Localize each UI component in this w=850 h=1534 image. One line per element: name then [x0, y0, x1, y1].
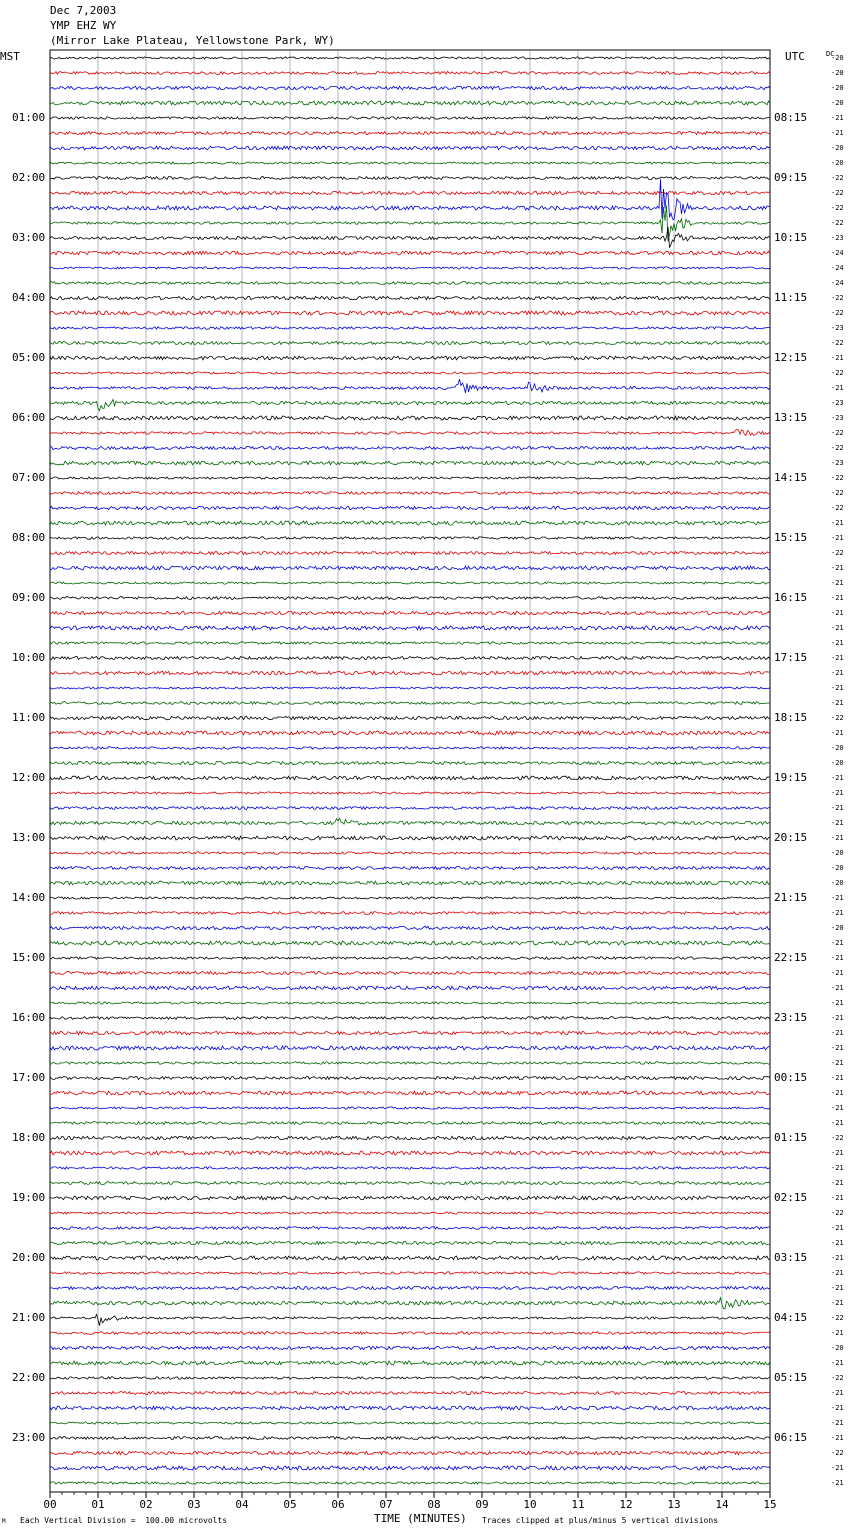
trace-line — [50, 957, 770, 959]
dc-offset-label: -22 — [831, 714, 844, 722]
dc-offset-label: -23 — [831, 414, 844, 422]
x-tick-label: 13 — [667, 1498, 681, 1511]
dc-offset-label: -21 — [831, 1194, 844, 1202]
dc-offset-label: -21 — [831, 684, 844, 692]
dc-offset-label: -21 — [831, 1359, 844, 1367]
dc-offset-label: -21 — [831, 1059, 844, 1067]
trace-line — [50, 912, 770, 915]
trace-line — [50, 731, 770, 735]
right-hour-label: 00:15 — [774, 1071, 808, 1084]
trace-line — [50, 897, 770, 899]
dc-offset-label: -20 — [831, 864, 844, 872]
left-hour-label: 04:00 — [12, 291, 46, 304]
dc-offset-label: -21 — [831, 114, 844, 122]
left-hour-label: 12:00 — [12, 771, 46, 784]
trace-line — [50, 400, 770, 411]
dc-offset-label: -21 — [831, 609, 844, 617]
dc-offset-label: -20 — [831, 69, 844, 77]
dc-offset-label: -21 — [831, 1254, 844, 1262]
trace-line — [50, 1167, 770, 1169]
left-hour-label: 14:00 — [12, 891, 46, 904]
dc-offset-label: -21 — [831, 1419, 844, 1427]
trace-line — [50, 191, 770, 194]
x-tick-label: 12 — [619, 1498, 633, 1511]
trace-line — [50, 1136, 770, 1139]
trace-line — [50, 179, 770, 220]
dc-offset-label: -21 — [831, 1149, 844, 1157]
right-hour-label: 15:15 — [774, 531, 808, 544]
trace-line — [50, 72, 770, 75]
right-hour-label: 02:15 — [774, 1191, 808, 1204]
trace-line — [50, 1196, 770, 1200]
trace-line — [50, 941, 770, 945]
trace-line — [50, 1422, 770, 1424]
dc-offset-label: -21 — [831, 999, 844, 1007]
dc-offset-label: -20 — [831, 759, 844, 767]
left-hour-label: 15:00 — [12, 951, 46, 964]
dc-offset-label: -21 — [831, 1179, 844, 1187]
dc-offset-label: -22 — [831, 504, 844, 512]
trace-line — [50, 1377, 770, 1379]
dc-offset-label: -22 — [831, 474, 844, 482]
dc-offset-label: -20 — [831, 849, 844, 857]
trace-line — [50, 807, 770, 810]
trace-line — [50, 1272, 770, 1274]
plot-frame — [50, 50, 770, 1492]
dc-offset-label: -21 — [831, 1329, 844, 1337]
trace-line — [50, 342, 770, 345]
trace-line — [50, 1241, 770, 1244]
trace-line — [50, 177, 770, 180]
dc-offset-label: -21 — [831, 1479, 844, 1487]
dc-offset-label: -20 — [831, 84, 844, 92]
trace-line — [50, 597, 770, 600]
trace-line — [50, 566, 770, 570]
scale-note: Each Vertical Division = 100.00 microvolts — [20, 1516, 228, 1525]
dc-offset-label: -20 — [831, 159, 844, 167]
dc-offset-label: -22 — [831, 1209, 844, 1217]
trace-line — [50, 1017, 770, 1020]
trace-line — [50, 117, 770, 119]
dc-offset-label: -20 — [831, 744, 844, 752]
trace-line — [50, 852, 770, 854]
dc-offset-label: -22 — [831, 174, 844, 182]
dc-offset-label: -20 — [831, 1344, 844, 1352]
trace-line — [50, 611, 770, 614]
right-hour-label: 03:15 — [774, 1251, 808, 1264]
trace-group — [50, 57, 770, 1484]
trace-line — [50, 626, 770, 630]
x-tick-label: 00 — [43, 1498, 57, 1511]
left-hour-label: 21:00 — [12, 1311, 46, 1324]
right-hour-label: 17:15 — [774, 651, 808, 664]
dc-offset-label: -21 — [831, 834, 844, 842]
dc-offset-label: -22 — [831, 549, 844, 557]
dc-offset-label: -21 — [831, 984, 844, 992]
dc-offset-label: -21 — [831, 1404, 844, 1412]
dc-offset-label: -22 — [831, 339, 844, 347]
trace-line — [50, 1314, 770, 1325]
dc-offset-label: -23 — [831, 324, 844, 332]
trace-line — [50, 379, 770, 393]
dc-offset-label: -22 — [831, 309, 844, 317]
dc-offset-label: -24 — [831, 264, 844, 272]
trace-line — [50, 461, 770, 465]
dc-offset-label: -21 — [831, 1239, 844, 1247]
dc-offset-label: -21 — [831, 1224, 844, 1232]
dc-offset-label: -21 — [831, 1389, 844, 1397]
trace-line — [50, 356, 770, 360]
dc-offset-label: -21 — [831, 384, 844, 392]
trace-line — [50, 311, 770, 315]
trace-line — [50, 1361, 770, 1365]
trace-line — [50, 146, 770, 150]
x-tick-label: 07 — [379, 1498, 393, 1511]
trace-line — [50, 716, 770, 719]
dc-offset-label: -21 — [831, 654, 844, 662]
dc-offset-label: -23 — [831, 399, 844, 407]
dc-offset-label: -21 — [831, 1089, 844, 1097]
left-hour-label: 02:00 — [12, 171, 46, 184]
trace-line — [50, 671, 770, 675]
dc-offset-label: -22 — [831, 1134, 844, 1142]
dc-offset-label: -21 — [831, 819, 844, 827]
trace-line — [50, 881, 770, 885]
trace-line — [50, 162, 770, 164]
right-hour-label: 16:15 — [774, 591, 808, 604]
left-hour-label: 01:00 — [12, 111, 46, 124]
right-hour-label: 08:15 — [774, 111, 808, 124]
dc-offset-label: -21 — [831, 1044, 844, 1052]
trace-line — [50, 101, 770, 105]
trace-line — [50, 429, 770, 435]
trace-line — [50, 1332, 770, 1335]
dc-offset-label: -22 — [831, 369, 844, 377]
trace-line — [50, 687, 770, 689]
dc-offset-label: -21 — [831, 564, 844, 572]
left-hour-label: 05:00 — [12, 351, 46, 364]
right-hour-label: 09:15 — [774, 171, 808, 184]
dc-offset-label: -21 — [831, 969, 844, 977]
right-hour-label: 06:15 — [774, 1431, 808, 1444]
right-hour-label: 23:15 — [774, 1011, 808, 1024]
dc-offset-label: -21 — [831, 129, 844, 137]
trace-line — [50, 642, 770, 644]
trace-line — [50, 1182, 770, 1185]
dc-offset-label: -23 — [831, 459, 844, 467]
dc-offset-label: -21 — [831, 954, 844, 962]
trace-line — [50, 57, 770, 59]
dc-offset-label: -24 — [831, 249, 844, 257]
dc-offset-label: -21 — [831, 1104, 844, 1112]
left-hour-label: 08:00 — [12, 531, 46, 544]
trace-line — [50, 416, 770, 420]
x-tick-label: 14 — [715, 1498, 729, 1511]
dc-offset-label: -22 — [831, 429, 844, 437]
trace-line — [50, 657, 770, 660]
dc-offset-label: -21 — [831, 1464, 844, 1472]
dc-offset-label: -21 — [831, 939, 844, 947]
trace-line — [50, 1062, 770, 1064]
trace-line — [50, 296, 770, 299]
right-hour-label: 12:15 — [774, 351, 808, 364]
dc-offset-label: -21 — [831, 624, 844, 632]
trace-line — [50, 521, 770, 525]
trace-line — [50, 537, 770, 539]
trace-line — [50, 251, 770, 255]
dc-offset-label: -21 — [831, 1269, 844, 1277]
dc-offset-label: -23 — [831, 234, 844, 242]
trace-line — [50, 86, 770, 89]
dc-offset-label: -20 — [831, 54, 844, 62]
header-station: YMP EHZ WY — [50, 19, 117, 32]
dc-offset-label: -22 — [831, 204, 844, 212]
right-hour-label: 14:15 — [774, 471, 808, 484]
trace-line — [50, 818, 770, 825]
left-hour-label: 10:00 — [12, 651, 46, 664]
left-hour-label: 22:00 — [12, 1371, 46, 1384]
right-timezone-label: UTC — [785, 50, 805, 63]
dc-offset-label: -21 — [831, 1299, 844, 1307]
dc-offset-label: -21 — [831, 1119, 844, 1127]
trace-line — [50, 1256, 770, 1260]
right-hour-label: 19:15 — [774, 771, 808, 784]
dc-offset-label: -21 — [831, 669, 844, 677]
trace-line — [50, 972, 770, 975]
trace-line — [50, 1298, 770, 1309]
dc-offset-label: -21 — [831, 909, 844, 917]
x-tick-label: 01 — [91, 1498, 105, 1511]
trace-line — [50, 1091, 770, 1095]
x-tick-label: 03 — [187, 1498, 201, 1511]
dc-offset-label: -21 — [831, 519, 844, 527]
x-tick-label: 02 — [139, 1498, 153, 1511]
dc-offset-label: -21 — [831, 774, 844, 782]
trace-line — [50, 1482, 770, 1484]
x-tick-label: 08 — [427, 1498, 441, 1511]
dc-offset-label: -22 — [831, 1374, 844, 1382]
dc-offset-label: -20 — [831, 144, 844, 152]
trace-line — [50, 747, 770, 749]
dc-offset-label: -21 — [831, 1164, 844, 1172]
right-hour-label: 05:15 — [774, 1371, 808, 1384]
dc-offset-label: -21 — [831, 1434, 844, 1442]
trace-line — [50, 836, 770, 840]
x-tick-label: 05 — [283, 1498, 297, 1511]
dc-offset-label: -22 — [831, 1449, 844, 1457]
x-axis-title: TIME (MINUTES) — [374, 1512, 467, 1525]
dc-offset-label: -22 — [831, 189, 844, 197]
right-hour-label: 20:15 — [774, 831, 808, 844]
trace-line — [50, 1392, 770, 1395]
dc-offset-label: -21 — [831, 579, 844, 587]
x-tick-label: 06 — [331, 1498, 345, 1511]
dc-offset-label: -21 — [831, 729, 844, 737]
dc-offset-label: -21 — [831, 789, 844, 797]
dc-offset-label: -22 — [831, 1314, 844, 1322]
trace-line — [50, 447, 770, 450]
right-hour-label: 13:15 — [774, 411, 808, 424]
trace-line — [50, 1031, 770, 1034]
dc-offset-label: -20 — [831, 99, 844, 107]
left-hour-label: 13:00 — [12, 831, 46, 844]
corner-mark: M — [2, 1518, 6, 1525]
x-tick-label: 11 — [571, 1498, 585, 1511]
clip-note: Traces clipped at plus/minus 5 vertical divisions — [482, 1516, 719, 1525]
x-axis-ticks — [50, 1492, 770, 1498]
dc-offset-label: -21 — [831, 894, 844, 902]
dc-offset-label: -24 — [831, 279, 844, 287]
trace-line — [50, 1466, 770, 1470]
left-hour-label: 07:00 — [12, 471, 46, 484]
trace-line — [50, 926, 770, 929]
dc-offset-label: -21 — [831, 594, 844, 602]
trace-line — [50, 282, 770, 285]
trace-line — [50, 1002, 770, 1004]
trace-line — [50, 986, 770, 990]
left-hour-label: 16:00 — [12, 1011, 46, 1024]
trace-line — [50, 267, 770, 269]
trace-line — [50, 867, 770, 870]
dc-offset-label: -22 — [831, 444, 844, 452]
trace-line — [50, 1077, 770, 1080]
right-hour-label: 11:15 — [774, 291, 808, 304]
left-hour-label: 03:00 — [12, 231, 46, 244]
trace-line — [50, 1046, 770, 1050]
dc-offset-label: -21 — [831, 1029, 844, 1037]
trace-line — [50, 776, 770, 780]
x-tick-label: 10 — [523, 1498, 537, 1511]
trace-line — [50, 492, 770, 495]
trace-line — [50, 1406, 770, 1410]
left-timezone-label: MST — [0, 50, 20, 63]
trace-line — [50, 1287, 770, 1290]
x-tick-label: 04 — [235, 1498, 249, 1511]
trace-line — [50, 1437, 770, 1440]
trace-line — [50, 582, 770, 584]
trace-line — [50, 1346, 770, 1349]
trace-line — [50, 132, 770, 135]
minute-grid — [50, 50, 770, 1492]
right-hour-label: 21:15 — [774, 891, 808, 904]
dc-offset-label: -20 — [831, 879, 844, 887]
dc-offset-label: -21 — [831, 354, 844, 362]
trace-line — [50, 1451, 770, 1454]
left-hour-label: 18:00 — [12, 1131, 46, 1144]
trace-line — [50, 372, 770, 374]
left-hour-label: 17:00 — [12, 1071, 46, 1084]
header-date: Dec 7,2003 — [50, 4, 117, 17]
dc-offset-label: -21 — [831, 534, 844, 542]
right-hour-label: 18:15 — [774, 711, 808, 724]
dc-offset-label: -22 — [831, 219, 844, 227]
dc-offset-label: -21 — [831, 1014, 844, 1022]
trace-line — [50, 327, 770, 329]
dc-label: DC — [826, 50, 835, 58]
dc-offset-label: -22 — [831, 294, 844, 302]
dc-offset-label: -21 — [831, 639, 844, 647]
left-hour-label: 19:00 — [12, 1191, 46, 1204]
left-hour-label: 09:00 — [12, 591, 46, 604]
dc-offset-label: -21 — [831, 804, 844, 812]
trace-line — [50, 1151, 770, 1155]
trace-line — [50, 1107, 770, 1109]
x-tick-label: 09 — [475, 1498, 489, 1511]
trace-line — [50, 702, 770, 705]
trace-line — [50, 506, 770, 509]
trace-line — [50, 1122, 770, 1125]
dc-offset-label: -21 — [831, 1074, 844, 1082]
right-hour-label: 10:15 — [774, 231, 808, 244]
dc-offset-label: -20 — [831, 924, 844, 932]
left-hour-label: 06:00 — [12, 411, 46, 424]
right-hour-label: 04:15 — [774, 1311, 808, 1324]
dc-offset-label: -21 — [831, 699, 844, 707]
trace-line — [50, 552, 770, 555]
dc-offset-label: -21 — [831, 1284, 844, 1292]
left-hour-label: 20:00 — [12, 1251, 46, 1264]
header-location: (Mirror Lake Plateau, Yellowstone Park, WY) — [50, 34, 335, 47]
trace-line — [50, 792, 770, 794]
right-hour-label: 22:15 — [774, 951, 808, 964]
left-hour-label: 23:00 — [12, 1431, 46, 1444]
trace-line — [50, 1227, 770, 1230]
dc-offset-label: -22 — [831, 489, 844, 497]
right-hour-label: 01:15 — [774, 1131, 808, 1144]
x-tick-label: 15 — [763, 1498, 777, 1511]
trace-line — [50, 477, 770, 479]
trace-line — [50, 1212, 770, 1214]
left-hour-label: 11:00 — [12, 711, 46, 724]
trace-line — [50, 762, 770, 765]
